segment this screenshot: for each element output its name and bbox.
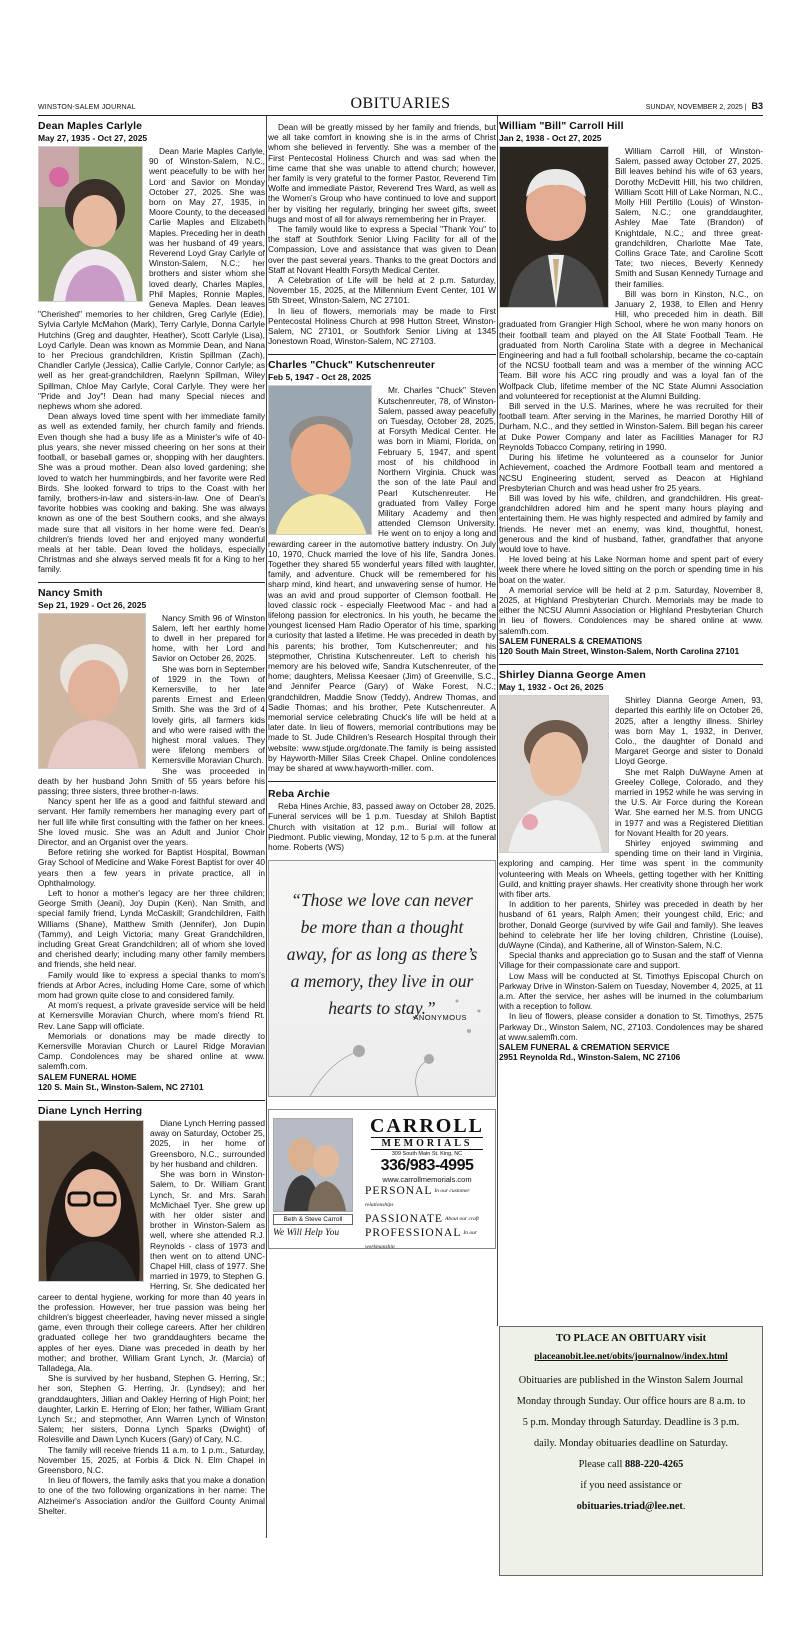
obit-name: Nancy Smith	[38, 586, 103, 599]
obit-diane-herring	[38, 1101, 265, 1516]
memorial-quote-box	[268, 860, 496, 1097]
obit-paragraph: Memorials or donations may be made directly to Kernersville Moravian Church or Laurel Ridge Moravian Camp. Condolences may be shared online at www. salemfh.com.	[38, 1030, 265, 1072]
quote-text: “Those we love can never be more than a thought away, for as long as there’s a memory, they live in our hearts to stay.”	[286, 890, 478, 1019]
notice-email[interactable]: obituaries.triad@lee.net	[576, 1501, 683, 1512]
place-obituary-notice	[499, 1326, 763, 1576]
obit-paragraph: Reba Hines Archie, 83, passed away on October 28, 2025. Funeral services will be 1 p.m. Tuesday at Shiloh Baptist Church with visitation at 12 p.m.. Burial will follow at Piedmont. Public viewing, Monday, 12 to 5 p.m. at the funeral home. Roberts (WS)	[268, 801, 496, 852]
column-1	[38, 116, 265, 1516]
obit-paragraph: Left to honor a mother's legacy are her three children; George Smith (Jeani), Joy Dupin (Ken), Nan Smith, and special family friend, Lynda McCaskill; Grandchildren, Faith Williams (Shane), Matthew Smith (Jennifer), Jon Dupin (Tammy), and Leigh Victoria; many Great Grandchildren, including Great Great Grandchildren; all of whom she loved and cherished dearly; including many other family members and friends, she held near.	[38, 888, 265, 970]
obit-dean-carlyle-continued	[268, 116, 496, 346]
page-date: SUNDAY, NOVEMBER 2, 2025	[645, 104, 743, 111]
obit-paragraph: William Carroll Hill, of Winston-Salem, passed away October 27, 2025. Bill leaves behind his wife of 63 years, Dorothy McDevitt Hill, his two children, William Scott Hill of Lake Norman, N.C., Molly Hill Pertillo (Louis) of Winston-Salem, N.C.; one granddaughter, Ashley Mae Tate (Brandon) of Knightdale, N.C.; and three great-grandchildren, Charlotte Mae Tate, Collins Grace Tate, and Caroline Scott Tate; two nieces, Beverly Kennedy Smith and Susan Kennedy Turnage and their families.	[615, 146, 763, 289]
ad-line-word: PROFESSIONAL	[365, 1227, 462, 1240]
notice-hours: Obituaries are published in the Winston Salem Journal Monday through Sunday. Our office hours are 8 a.m. to 5 p.m. Monday through Saturday. Deadline is 3 p.m. daily. Monday obituaries deadline on Saturday.	[516, 1375, 746, 1449]
obit-paragraph: Family would like to express a special thanks to mom's friends at Arbor Acres, including Home Care, some of which mom had grown quite close to and considered family.	[38, 969, 265, 1001]
ad-brand: CARROLL	[369, 1115, 484, 1138]
obit-dates: Feb 5, 1947 - Oct 28, 2025	[268, 372, 372, 383]
ad-logo-block	[363, 1116, 491, 1249]
obit-paragraph: Low Mass will be conducted at St. Timothys Episcopal Church on Parkway Drive in Winston-Salem on Tuesday, November 4, 2025, at 11 a.m. After the service, her ashes will be inurned in the columbarium with a reception to follow.	[499, 970, 763, 1012]
obit-paragraph: Special thanks and appreciation go to Susan and the staff of Vienna Village for their compassionate care and support.	[499, 950, 763, 971]
ad-photo-caption: Beth & Steve Carroll	[273, 1214, 353, 1225]
obit-name: Reba Archie	[268, 788, 330, 801]
ad-line-note: In our workmanship	[365, 1230, 477, 1250]
ad-address: 309 South Main St. King, NC	[391, 1151, 463, 1158]
notice-title: TO PLACE AN OBITUARY visit	[555, 1333, 707, 1344]
obit-paragraph: A memorial service will be held at 2 p.m. Saturday, November 8, 2025, at Highland Presbyterian Church. Memorials may be made to either the NCSU Alumni Association or Highland Presbyterian Church in lieu of flowers. Condolences may be shared online at www. salemfh.com.	[499, 584, 763, 636]
section-title: OBITUARIES	[350, 95, 451, 112]
obit-paragraph: In lieu of flowers, the family asks that you make a donation to one of the two following organizations in her name: The Alzheimer's Association and/or the Guilford County Animal Shelter.	[38, 1475, 265, 1516]
column-3	[499, 116, 763, 1062]
obit-paragraph: She met Ralph DuWayne Amen at Greeley College, Colorado, and they married in 1952 while he was serving in the U.S. Air Force during the Korean War. She earned her M.S. from UNCG in 1977 and was a Registered Dietitian for Novant Health for 20 years.	[615, 766, 763, 838]
obit-charles-kutschenreuter	[268, 355, 496, 773]
obit-paragraph: Shirley Dianna George Amen, 93, departed this earthly life on October 26, 2025, after a lengthy illness. Shirley was born May 1, 1932, in Denver, Colo., the daughter of Donald and Margaret George and sister to Donald Lloyd George.	[615, 695, 763, 767]
obit-paragraph: Before retiring she worked for Baptist Hospital, Bowman Gray School of Medicine and Wake Forest Baptist for over 40 years then a few years in private practice, all in Ophthalmology.	[38, 847, 265, 888]
obit-paragraph: Dean always loved time spent with her immediate family as well as extended family, her church family and friends. Even though she had a busy life as a Minister's wife of 40-plus years, she never missed cheering on her sons at their football, or baseball games or, shopping with her daughters. She was a proud mother. Dean also loved gardening; she loved to watch her hummingbirds, and her favorite were Red Birds. She looked forward to trips to the Coast with her family, brothers-in-law and sisters-in-law. One of Dean's favorite hobbies was cooking and baking. She was always known as one of the best Southern cooks, and she always made sure that all visitors in her home were fed. Dean's children's friends loved her and enjoyed many wonderful meals at her table. Dean loved the holidays, especially Christmas and she always served meals fit for a King to her family.	[38, 411, 265, 575]
obituary-link[interactable]: placeanobit.lee.net/obits/journalnow/index.html	[534, 1352, 728, 1362]
funeral-home-address: 120 South Main Street, Winston-Salem, North Carolina 27101	[499, 645, 740, 656]
ad-line-personal	[363, 1184, 491, 1212]
obit-paragraph: In addition to her parents, Shirley was preceded in death by her husband of 61 years, Ralph Amen; their youngest child, Eric; and brother, Donald George (survived by wife Gail and family). She leaves behind to celebrate her life her loving children, Christine (Louise), duWayne (Cinda), and Katherine, all of Winston-Salem, N.C.	[499, 899, 763, 951]
obit-dates: Jan 2, 1938 - Oct 27, 2025	[499, 133, 602, 143]
ad-brand-sub: MEMORIALS	[371, 1137, 483, 1150]
obit-paragraph: Dean Marie Maples Carlyle, 90 of Winston-Salem, N.C., went peacefully to be with her Lord and Savior on Monday October 27, 2025. She was born on May 27, 1935, in Moore County, to the deceased Carlie Maples and Elizabeth Maples. Preceding her in death was her husband of 49 years, Reverend Loyd Gray Carlyle of Winston-Salem, N.C.; her brothers and sister whom she loved dearly, Charles Maples, Phil Maples, Ronnie Maples, Geneva Maples. Dean leaves "Cherished" memories to her children, Greg Carlyle (Edie), Sylvia Carlyle McMahon (Mark), Terry Carlyle, Donna Carlyle Hutchins (Greg and daughter, Heather), Scott Carlyle (Lisa), Loyd Carlyle. Dean was known as Mommie Dean, and Nana to her Precious grandchildren, Kristin Spillman (Zach), Chandler Carlyle (Jessica), Callie Carlyle, Connor Carlyle; as well as her great-grandchildren, Raelynn Spillman, Wiley Spillman, Chloe May Carlyle, Coral Carlyle. They were her "Pride and Joy"! Dean had many Special nieces and nephews whom she adored.	[38, 146, 265, 412]
portrait-photo	[499, 146, 609, 308]
funeral-home-name: SALEM FUNERAL HOME	[38, 1071, 137, 1082]
obit-paragraph: She is survived by her husband, Stephen G. Herring, Sr.; her son, Stephen G. Herring, Jr. (Lyndsey); and her granddaughters, Jillian and Oakley Herring of High Point; her daughter, Larkin E. Herring of Elon; her father, William Grant Lynch Sr.; and stepmother, Ann Warren Lynch of Winston Salem; her sisters, Donna Lynch Sparks (Dwight) of Rolesville and Dawn Lynch Kucers (Gary) of Cary, N.C.	[38, 1373, 265, 1445]
obit-paragraph: The family would like to express a Special "Thank You" to the staff at Southfork Senior Living Facility for all of the Compassion, Love and assistance that was given to Dean over the past several years. Thanks to the great Doctors and Staff at Novant Health Forsyth Medical Center.	[268, 224, 496, 275]
obit-reba-archie	[268, 782, 496, 852]
obit-dates: Sep 21, 1929 - Oct 26, 2025	[38, 599, 147, 610]
ad-line-note: In our customer relationships	[365, 1188, 470, 1209]
obit-paragraph: Bill was born in Kinston, N.C., on January 2, 1938, to Ellen and Henry Hill, who preceded him in death. Bill graduated from Grangier High School, where he won many honors on their football team and played on the All State Football Team. He graduated from North Carolina State with a degree in Mechanical Engineering and had a full football scholarship, became the co-captain of the NCSU football team and was a member of the winning ACC Team. Bill wore his ACC ring proudly and was a loyal fan of the Wolfpack Club, lifetime member of the NC State Alumni Association and volunteered for receptionist at the Alumni Building.	[499, 288, 763, 401]
column-2	[268, 116, 496, 1249]
portrait-photo	[38, 613, 146, 769]
paper-name: WINSTON-SALEM JOURNAL	[38, 104, 136, 111]
obit-paragraph: In lieu of flowers, please consider a donation to St. Timothys, 2575 Parkway Dr., Winston Salem, NC, 27103. Condolences may be shared at www.salemfh.com.	[499, 1011, 763, 1042]
obit-dates: May 1, 1932 - Oct 26, 2025	[499, 682, 604, 693]
obit-nancy-smith	[38, 583, 265, 1093]
obit-paragraph: Nancy Smith 96 of Winston Salem, left her earthly home to dwell in her prepared for home, with her Lord and Savior on October 26, 2025.	[152, 612, 265, 664]
obit-paragraph: Mr. Charles "Chuck" Steven Kutschenreuter, 78, of Winston-Salem, passed away peacefully on Tuesday, October 28, 2025, at Forsyth Medical Center. He was born in Miami, Florida, on February 5, 1947, and spent most of his childhood in Northern Virginia. Chuck was the son of the late Paul and Pearl Kutschenreuter. He graduated from Valley Forge Military Academy and then attended Clemson University. He went on to enjoy a long and rewarding career in the automotive battery industry. On July 10, 1970, Chuck married the love of his life, Sandra Jones. Together they shared 55 wonderful years filled with laughter, family, and adventure. Chuck will be remembered for his sharp mind, kind heart, and unwavering sense of humor. He was an avid and proud supporter of Clemson football. He loved classic rock - especially Fleetwood Mac - and had a lifelong passion for electronics. In his youth, he became the youngest licensed Ham Radio Operator of his time, sparking a curiosity that lasted a lifetime. He was preceded in death by his parents; his brother, Tom Kutschenreuter; and his stepmother, Christina Kutschenreuter. Left to cherish his memory are his beloved wife, Sandra Kutschenreuter, of the home; daughters, Melissa Keesaer (Jim) of Greenville, S.C., and Jennifer Pearce (Gary) of Wake Forest, N.C.; grandchildren, Maddie Snow (Teddy), Andrew Thomas, and Sadie Thomas; and his brother, Pete Kutschenreuter. A memorial service celebrating Chuck's life will be held at a later date. In lieu of flowers, memorial contributions may be made to St. Jude Children's Research Hospital through their website: www.stjude.org/donate.The family is being assisted by Hayworth-Miller Silas Creek Chapel. Online condolences may be shared at www.hayworth-miller. com.	[268, 385, 496, 773]
portrait-photo	[499, 695, 609, 853]
ad-photo	[273, 1118, 353, 1212]
obit-dates: May 27, 1935 - Oct 27, 2025	[38, 133, 148, 143]
ad-line-word: PERSONAL	[365, 1185, 433, 1198]
obit-paragraph: In lieu of flowers, memorials may be made to First Pentecostal Holiness Church at 998 Hutton Street, Winston-Salem, NC 27101, or Southfork Senior Living at 1345 Jonestown Road, Winston-Salem, NC 27103.	[268, 305, 496, 347]
funeral-home-address: 120 S. Main St., Winston-Salem, NC 27101	[38, 1081, 204, 1092]
obit-shirley-amen	[499, 665, 763, 1062]
obit-name: Dean Maples Carlyle	[38, 120, 143, 132]
quote-attribution: ANONYMOUS	[413, 1013, 467, 1023]
obit-paragraph: She was proceeded in death by her husband John Smith of 55 years before his passing; three sisters, three brother-n-laws.	[38, 765, 265, 796]
portrait-photo	[38, 146, 143, 302]
page-number: B3	[751, 101, 763, 111]
obit-paragraph: She was born in September of 1929 in the Town of Kernersville, to her late parents Ernest and Erleen Smith. She was the 3rd of 4 lovely girls, all farmers kids and who were raised with the highest moral values. They were lifelong members of Kernersville Moravian Church.	[152, 663, 265, 766]
obit-bill-hill	[499, 116, 763, 656]
funeral-home-name: SALEM FUNERAL & CREMATION SERVICE	[499, 1042, 670, 1053]
obit-paragraph: During his lifetime he volunteered as a counselor for Junior Achievement, coached the Ardmore Football team and mentored a NCSU Engineering student, served as Deacon at Highland Presbyterian Church and was head usher fro 25 years.	[499, 452, 763, 493]
column-divider	[266, 116, 267, 1538]
obit-name: William "Bill" Carroll Hill	[499, 120, 624, 132]
masthead	[38, 92, 763, 116]
notice-phone[interactable]: 888-220-4265	[624, 1459, 684, 1470]
obit-dean-carlyle	[38, 116, 265, 575]
ad-phone: 336/983-4995	[380, 1157, 474, 1175]
obit-paragraph: Bill was loved by his wife, children, and grandchildren. His great-grandchildren adored him and he spent many hours playing and entertaining them. He was highly respected and admired by family and friends. He never met an enemy, was kind, thoughtful, honest, generous and the kind of husband, father, grandfather that anyone would love to have.	[499, 492, 763, 554]
obit-paragraph: Diane Lynch Herring passed away on Saturday, October 25, 2025, in her home of Greensboro, N.C., surrounded by her husband and children.	[150, 1118, 265, 1169]
funeral-home-name: SALEM FUNERALS & CREMATIONS	[499, 635, 643, 646]
obit-paragraph: She was born in Winston-Salem, to Dr. William Grant Lynch, Sr. and Mrs. Sarah McMichael Tyer. She grew up with her older sister and brother in Winston-Salem as well, where she attended R.J. Reynolds - class of 1973 and then went on to attend UNC-Chapel Hill, class of 1977. She married in 1979, to Stephen G. Herring, Sr. She dedicated her career to dental hygiene, working for more than 40 years in the profession. However, her true passion was being her children's biggest cheerleader, having never missed a single game, even through their college careers. After her children graduated college her two granddaughters became the apples of her eyes. Diane was preceded in death by her mother; and brother, William Grant Lynch, Jr. (Marcia) of Talladega, Ala.	[38, 1169, 265, 1373]
ad-line-professional	[363, 1226, 491, 1249]
column-divider	[497, 116, 498, 1326]
page-date-number: SUNDAY, NOVEMBER 2, 2025 | B3	[645, 101, 763, 111]
obit-paragraph: Dean will be greatly missed by her family and friends, but we all take comfort in knowing she is in the arms of Christ whom she believed in fervently. She was a member of the First Pentecostal Holiness Church and was sad when the time came that she was unable to attend church; however, her family is very grateful to the former Pastor, Reverend Tim Wolfe and immediate Pastor, Reverend Tres Ward, as well as the Women's Group who have continued to love and support her by visiting her regularly, bringing her sweet gifts, sweet hugs and most of all for always remembering her in Prayer.	[268, 122, 496, 224]
obit-paragraph: The family will receive friends 11 a.m. to 1 p.m., Saturday, November 15, 2025, at Forbis & Dick N. Elm Chapel in Greensboro, N.C.	[38, 1444, 265, 1475]
notice-end: .	[682, 1501, 686, 1512]
obit-paragraph: At mom's request, a private graveside service will be held at Kernersville Moravian Church, where mom's friend Rt. Rev. Lane Sapp will officiate.	[38, 1000, 265, 1031]
obit-paragraph: Bill served in the U.S. Marines, where he was recruited for their football team. After serving in the Marines, he married Dorothy Hill of Durham, N.C., and they settled in Winston-Salem. Bill began his career at Duke Power Company and later as Facilities Manager for RJ Reynolds Tobacco Company, retiring in 1990.	[499, 401, 763, 452]
obit-paragraph: Shirley enjoyed swimming and spending time on their land in Virginia, exploring and camping. Her time was spent in the community volunteering with Meals on Wheels, getting together with her Knitting Guild, and knitting prayer shawls. Her creativity shone through her work with fiber arts.	[499, 838, 763, 900]
ad-line-word: PASSIONATE	[365, 1213, 443, 1226]
portrait-photo	[38, 1120, 144, 1282]
ad-tagline: We Will Help You	[273, 1228, 340, 1239]
notice-body	[500, 1370, 762, 1517]
notice-assist: if you need assistance or	[580, 1480, 682, 1491]
portrait-photo	[268, 385, 372, 535]
funeral-home-address: 2951 Reynolda Rd., Winston-Salem, NC 27106	[499, 1052, 681, 1063]
ad-line-note: About our craft	[444, 1216, 479, 1223]
ad-line-passionate	[363, 1212, 491, 1226]
obit-paragraph: Nancy spent her life as a good and faithful steward and servant. Her family remembers her managing every part of her full life while first consulting with the father on her knees. She loved music. She was an Adult and Junior Choir Director, and an Organist over the years.	[38, 796, 265, 847]
obit-paragraph: He loved being at his Lake Norman home and spent part of every week there where he loved sitting on the porch or spending time in his boat on the water.	[499, 554, 763, 585]
obit-name: Charles "Chuck" Kutschenreuter	[268, 359, 436, 372]
notice-call: Please call	[578, 1459, 623, 1470]
obit-name: Diane Lynch Herring	[38, 1105, 143, 1118]
carroll-memorials-ad	[268, 1109, 496, 1249]
obit-name: Shirley Dianna George Amen	[499, 669, 646, 682]
ad-website: www.carrollmemorials.com	[382, 1175, 472, 1185]
obit-paragraph: A Celebration of Life will be held at 2 p.m. Saturday, November 15, 2025, at the Millennium Event Center, 101 W 5th Street, Winston-Salem, NC 27101.	[268, 275, 496, 306]
